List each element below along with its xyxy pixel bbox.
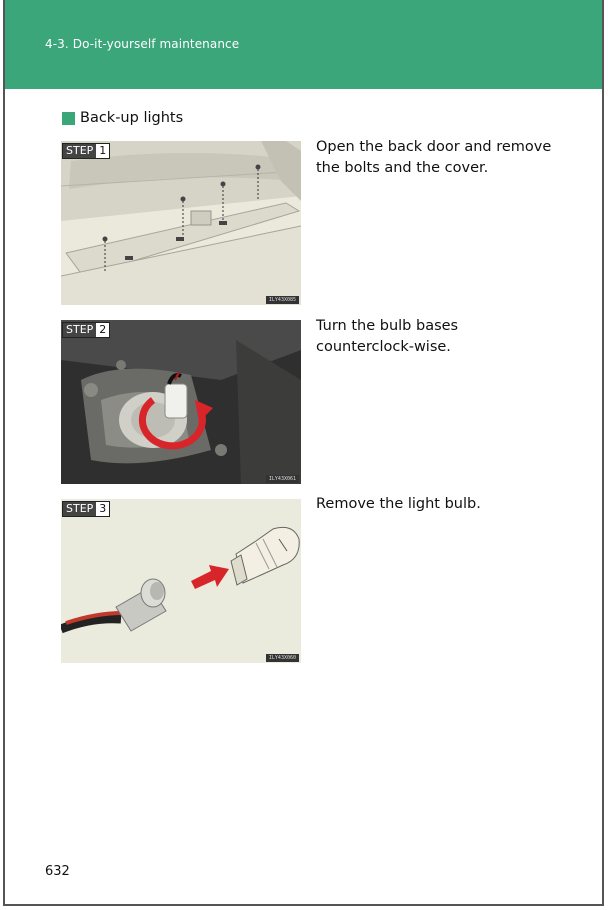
section-title: Back-up lights <box>80 110 184 126</box>
step-2-illustration <box>61 320 301 484</box>
step-number: 1 <box>96 144 109 158</box>
manual-page <box>3 0 604 906</box>
step-1-badge <box>62 143 110 159</box>
step-3-text: Remove the light bulb. <box>316 496 481 512</box>
section-heading <box>62 110 183 126</box>
step-3-illustration <box>61 499 301 663</box>
bulb-base-rotation-image <box>61 320 301 484</box>
step-label: STEP <box>63 502 96 516</box>
page-number: 632 <box>45 864 70 879</box>
step-label: STEP <box>63 144 96 158</box>
step-2-badge <box>62 322 110 338</box>
step-1-text: Open the back door and remove the bolts and the cover. <box>316 139 552 176</box>
back-door-bolts-image <box>61 141 301 305</box>
image-code: ILY43X061 <box>266 475 299 483</box>
step-1-illustration <box>61 141 301 305</box>
image-code: ILY43X085 <box>266 296 299 304</box>
step-3-badge <box>62 501 110 517</box>
section-marker-icon <box>62 112 75 125</box>
step-number: 3 <box>96 502 109 516</box>
step-number: 2 <box>96 323 109 337</box>
chapter-header <box>5 0 602 89</box>
image-code: ILY43X060 <box>266 654 299 662</box>
bulb-removal-image <box>61 499 301 663</box>
step-label: STEP <box>63 323 96 337</box>
step-2-text: Turn the bulb bases counterclock-wise. <box>316 318 459 355</box>
chapter-title: 4-3. Do-it-yourself maintenance <box>45 37 240 51</box>
